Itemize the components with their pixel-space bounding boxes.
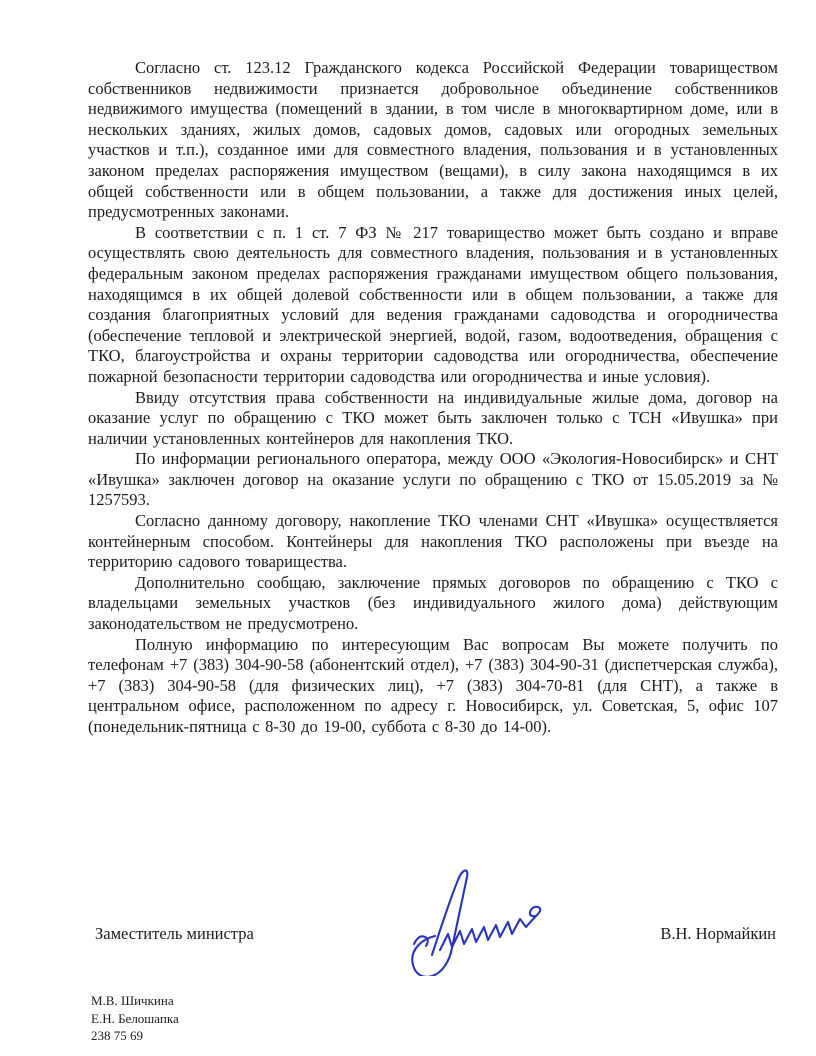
- executor-phone: 238 75 69: [91, 1028, 143, 1043]
- signer-name: В.Н. Нормайкин: [660, 924, 776, 943]
- paragraph-2: В соответствии с п. 1 ст. 7 ФЗ № 217 товарищество может быть создано и вправе осуществлять свою деятельность для совместного владения, пользования и в установленных федеральным законом пределах распоряжения гражданами имуществом общего пользования, находящимся в их общей долевой собственности или в общем пользовании, а также для создания благоприятных условий для ведения гражданами садоводства и огородничества (обеспечение тепловой и электрической энергией, водой, газом, водоотведения, обращения с ТКО, благоустройства и охраны территории садоводства или огородничества, обеспечение пожарной безопасности территории садоводства или огородничества и иные условия).: [88, 222, 778, 386]
- paragraph-3: Ввиду отсутствия права собственности на индивидуальные жилые дома, договор на оказание услуг по обращению с ТКО может быть заключен только с ТСН «Ивушка» при наличии установленных контейнеров для накопления ТКО.: [88, 387, 778, 448]
- handwritten-signature-icon: [402, 864, 552, 976]
- executor-footer: [91, 992, 179, 1045]
- paragraph-7: Полную информацию по интересующим Вас вопросам Вы можете получить по телефонам +7 (383) 304-90-58 (абонентский отдел), +7 (383) 304-90-31 (диспетчерская служба), +7 (383) 304-90-58 (для физических лиц), +7 (383) 304-70-81 (для СНТ), а также в центральном офисе, расположенном по адресу г. Новосибирск, ул. Советская, 5, офис 107 (понедельник-пятница с 8-30 до 19-00, суббота с 8-30 до 14-00).: [88, 634, 778, 736]
- paragraph-6: Дополнительно сообщаю, заключение прямых договоров по обращению с ТКО с владельцами земельных участков (без индивидуального жилого дома) действующим законодательством не предусмотрено.: [88, 572, 778, 634]
- letter-body: [88, 58, 778, 738]
- paragraph-4: По информации регионального оператора, между ООО «Экология-Новосибирск» и СНТ «Ивушка» заключен договор на оказание услуги по обращению с ТКО от 15.05.2019 за № 1257593.: [88, 449, 778, 510]
- executor-name-2: Е.Н. Белошапка: [91, 1010, 179, 1026]
- paragraph-1: Согласно ст. 123.12 Гражданского кодекса Российской Федерации товариществом собственников недвижимости признается добровольное объединение собственников недвижимого имущества (помещений в здании, в том числе в многоквартирном доме, или в нескольких зданиях, жилых домов, садовых домов, садовых или огородных земельных участков и т.п.), созданное ими для совместного владения, пользования и в установленных законом пределах распоряжения имуществом (вещами), в силу закона находящимся в их общей собственности или в общем пользовании, а также для достижения иных целей, предусмотренных законами.: [88, 58, 778, 222]
- signer-position-label: Заместитель министра: [95, 924, 254, 943]
- executor-name-1: М.В. Шичкина: [91, 993, 174, 1008]
- paragraph-5: Согласно данному договору, накопление ТКО членами СНТ «Ивушка» осуществляется контейнерным способом. Контейнеры для накопления ТКО расположены при въезде на территорию садового товарищества.: [88, 511, 778, 572]
